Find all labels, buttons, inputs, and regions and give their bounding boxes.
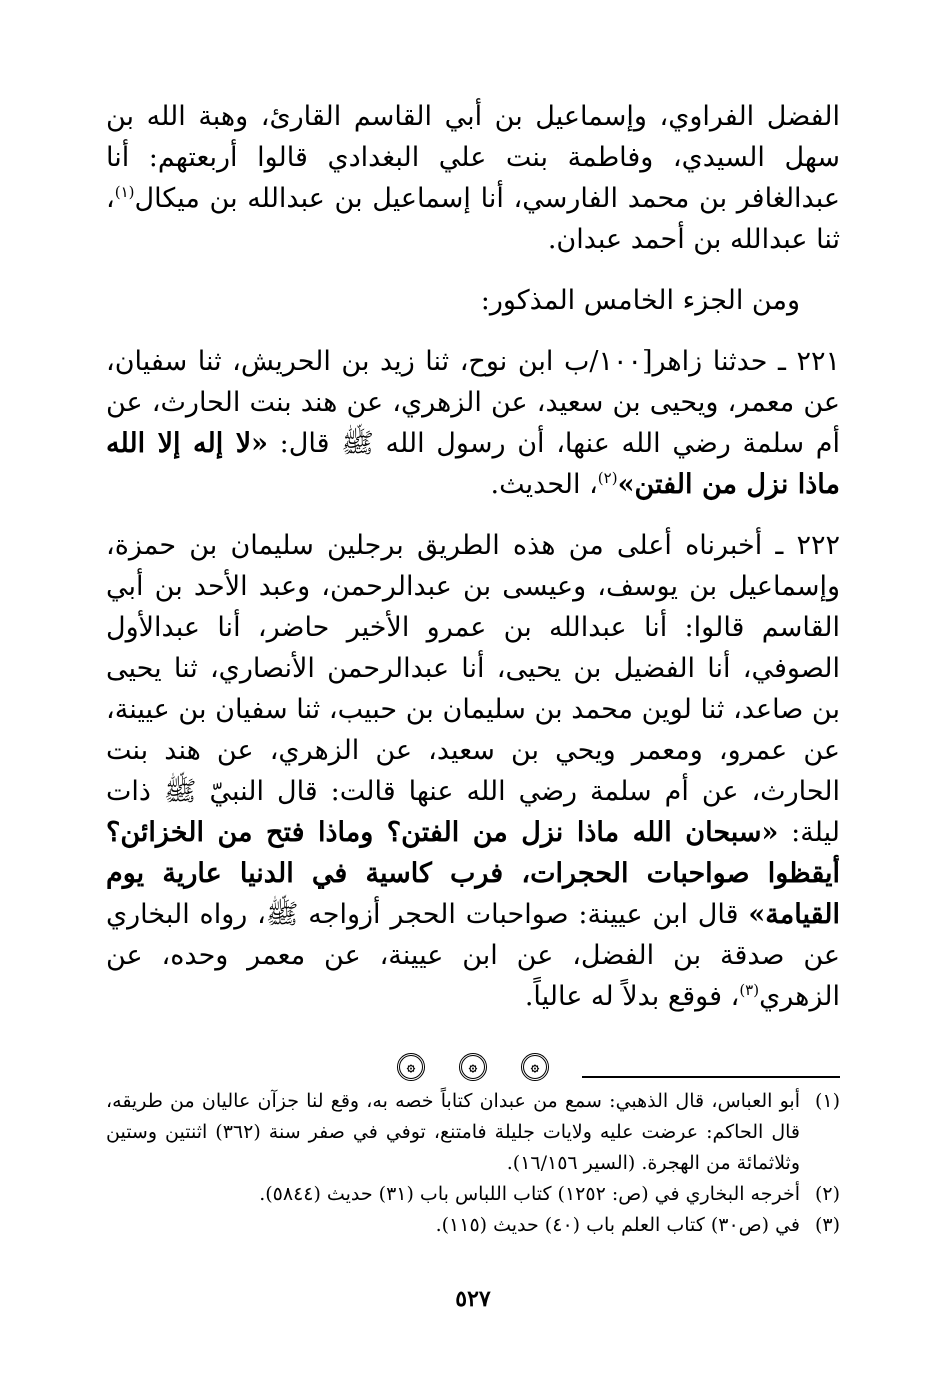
footnote-text: أخرجه البخاري في (ص: ١٢٥٢) كتاب اللباس باب (٣١) حديث (٥٨٤٤). [259, 1183, 800, 1205]
ornament-icon: ۞ [459, 1053, 487, 1081]
footnote-1 [106, 1086, 840, 1179]
ornament-icon: ۞ [397, 1053, 425, 1081]
footnote-text: أبو العباس، قال الذهبي: سمع من عبدان كتاباً خصه به، وقع لنا جزآن عاليان من طريقه، قال الحاكم: عرضت عليه ولايات جليلة فامتنع، توفي في صفر سنة (٣٦٢) اثنتين وستين وثلاثمائة من الهجرة. (السير ١٦/١٥٦). [106, 1090, 801, 1174]
hadith-221-tail: ، الحديث. [490, 469, 598, 500]
footnote-3 [106, 1210, 840, 1241]
page-body [106, 96, 841, 1312]
hadith-221-matn: «لا إله إلا الله ماذا نزل من الفتن» [106, 428, 840, 500]
hadith-222-tail: ، فوقع بدلاً له عالياً. [524, 981, 740, 1012]
footnotes [106, 1086, 840, 1241]
intro-tail: ، ثنا عبدالله بن أحمد عبدان. [106, 183, 840, 255]
page-number: ٥٢٧ [455, 1286, 491, 1312]
section-heading: ومن الجزء الخامس المذكور: [480, 285, 800, 316]
footnote-2 [106, 1179, 840, 1210]
intro-paragraph [106, 96, 840, 260]
footnote-separator [582, 1076, 840, 1078]
footnote-ref-1[interactable]: (١) [114, 183, 135, 201]
footnote-number: (١) [814, 1090, 840, 1112]
hadith-222 [106, 525, 840, 1017]
ornament-icon: ۞ [521, 1053, 549, 1081]
footnote-ref-2[interactable]: (٢) [597, 469, 618, 487]
footnote-text: في (ص٣٠) كتاب العلم باب (٤٠) حديث (١١٥). [435, 1214, 800, 1236]
footnote-number: (٣) [814, 1214, 840, 1236]
intro-line-1: الفضل الفراوي، وإسماعيل بن أبي القاسم القارئ، وهبة الله بن سهل [106, 101, 840, 173]
intro-line-3: الفارسي، أنا إسماعيل بن عبدالله بن ميكال [134, 183, 619, 214]
intro-line-2: السيدي، وفاطمة بنت علي البغدادي قالوا أربعتهم: أنا عبدالغافر بن محمد [106, 142, 840, 214]
hadith-222-matn: «سبحان الله ماذا نزل من الفتن؟ وماذا فتح من الخزائن؟ أيقظوا صواحبات الحجرات، فرب كاسية في الدنيا عارية يوم القيامة» [106, 817, 840, 930]
hadith-222-text: ٢٢٢ ـ أخبرناه أعلى من هذه الطريق برجلين سليمان بن حمزة، وإسماعيل بن يوسف، وعيسى بن عبدالرحمن، وعبد الأحد بن أبي القاسم قالوا: أنا عبدالله بن عمرو الأخير حاضر، أنا عبدالأول الصوفي، أنا الفضيل بن يحيى، أنا عبدالرحمن الأنصاري، ثنا يحيى بن صاعد، ثنا لوين محمد بن سليمان بن حبيب، ثنا سفيان بن عيينة، عن عمرو، ومعمر ويحي بن سعيد، عن الزهري، عن هند بنت الحارث، عن أم سلمة رضي الله عنها قالت: قال النبيّ ﷺ ذات ليلة: [106, 530, 840, 848]
hadith-221 [106, 341, 840, 505]
footnote-ref-3[interactable]: (٣) [739, 981, 760, 999]
hadith-222-after: قال ابن عيينة: صواحبات الحجر أزواجه ﷺ، رواه البخاري عن صدقة بن الفضل، عن ابن عيينة، عن معمر وحده، عن الزهري [106, 899, 840, 1012]
hadith-221-text: ٢٢١ ـ حدثنا زاهر[١٠٠/ب ابن نوح، ثنا زيد بن الحريش، ثنا سفيان، عن معمر، ويحيى بن سعيد، عن الزهري، عن هند بنت الحارث، عن أم سلمة رضي الله عنها، أن رسول الله ﷺ قال: [106, 346, 841, 459]
footnote-number: (٢) [814, 1183, 840, 1205]
